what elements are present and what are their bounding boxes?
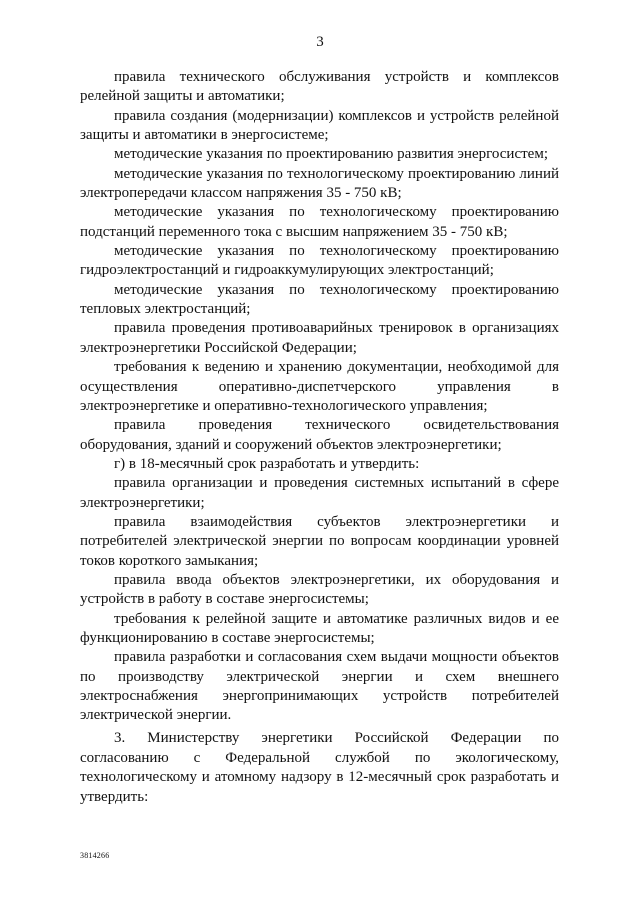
paragraph: правила взаимодействия субъектов электроэнергетики и потребителей электрической энергии по вопросам координации уровней токов короткого замыкания;	[80, 513, 559, 569]
paragraph: правила проведения противоаварийных тренировок в организациях электроэнергетики Российской Федерации;	[80, 320, 559, 356]
paragraph: методические указания по технологическому проектированию подстанций переменного тока с высшим напряжением 35 - 750 кВ;	[80, 204, 559, 240]
paragraph: правила создания (модернизации) комплексов и устройств релейной защиты и автоматики в энергосистеме;	[80, 107, 559, 144]
paragraph: правила ввода объектов электроэнергетики, их оборудования и устройств в работу в составе энергосистемы;	[80, 571, 559, 608]
paragraph: методические указания по проектированию развития энергосистем;	[114, 146, 548, 163]
paragraph: правила разработки и согласования схем выдачи мощности объектов по производству электрической энергии и схем внешнего электроснабжения энергопринимающих устройств потребителей электрической энергии.	[80, 649, 559, 724]
document-body	[80, 68, 559, 807]
subsection-heading: г) в 18-месячный срок разработать и утвердить:	[114, 455, 420, 472]
paragraph: правила организации и проведения системных испытаний в сфере электроэнергетики;	[80, 475, 559, 511]
page-number: 3	[316, 34, 324, 50]
paragraph: требования к релейной защите и автоматике различных видов и ее функционированию в составе энергосистемы;	[80, 610, 559, 646]
paragraph: методические указания по технологическому проектированию тепловых электростанций;	[80, 281, 559, 318]
paragraph: методические указания по технологическому проектированию гидроэлектростанций и гидроаккумулирующих электростанций;	[80, 243, 559, 279]
section-paragraph: 3. Министерству энергетики Российской Федерации по согласованию с Федеральной службой по экологическому, технологическому и атомному надзору в 12-месячный срок разработать и утвердить:	[80, 730, 559, 805]
document-code: 3814266	[80, 851, 110, 860]
paragraph: правила проведения технического освидетельствования оборудования, зданий и сооружений объектов электроэнергетики;	[80, 417, 559, 453]
paragraph: требования к ведению и хранению документации, необходимой для осуществления оперативно-диспетчерского управления в электроэнергетике и оперативно-технологического управления;	[80, 359, 559, 414]
paragraph: методические указания по технологическому проектированию линий электропередачи классом напряжения 35 - 750 кВ;	[80, 165, 559, 202]
paragraph: правила технического обслуживания устройств и комплексов релейной защиты и автоматики;	[80, 69, 559, 105]
